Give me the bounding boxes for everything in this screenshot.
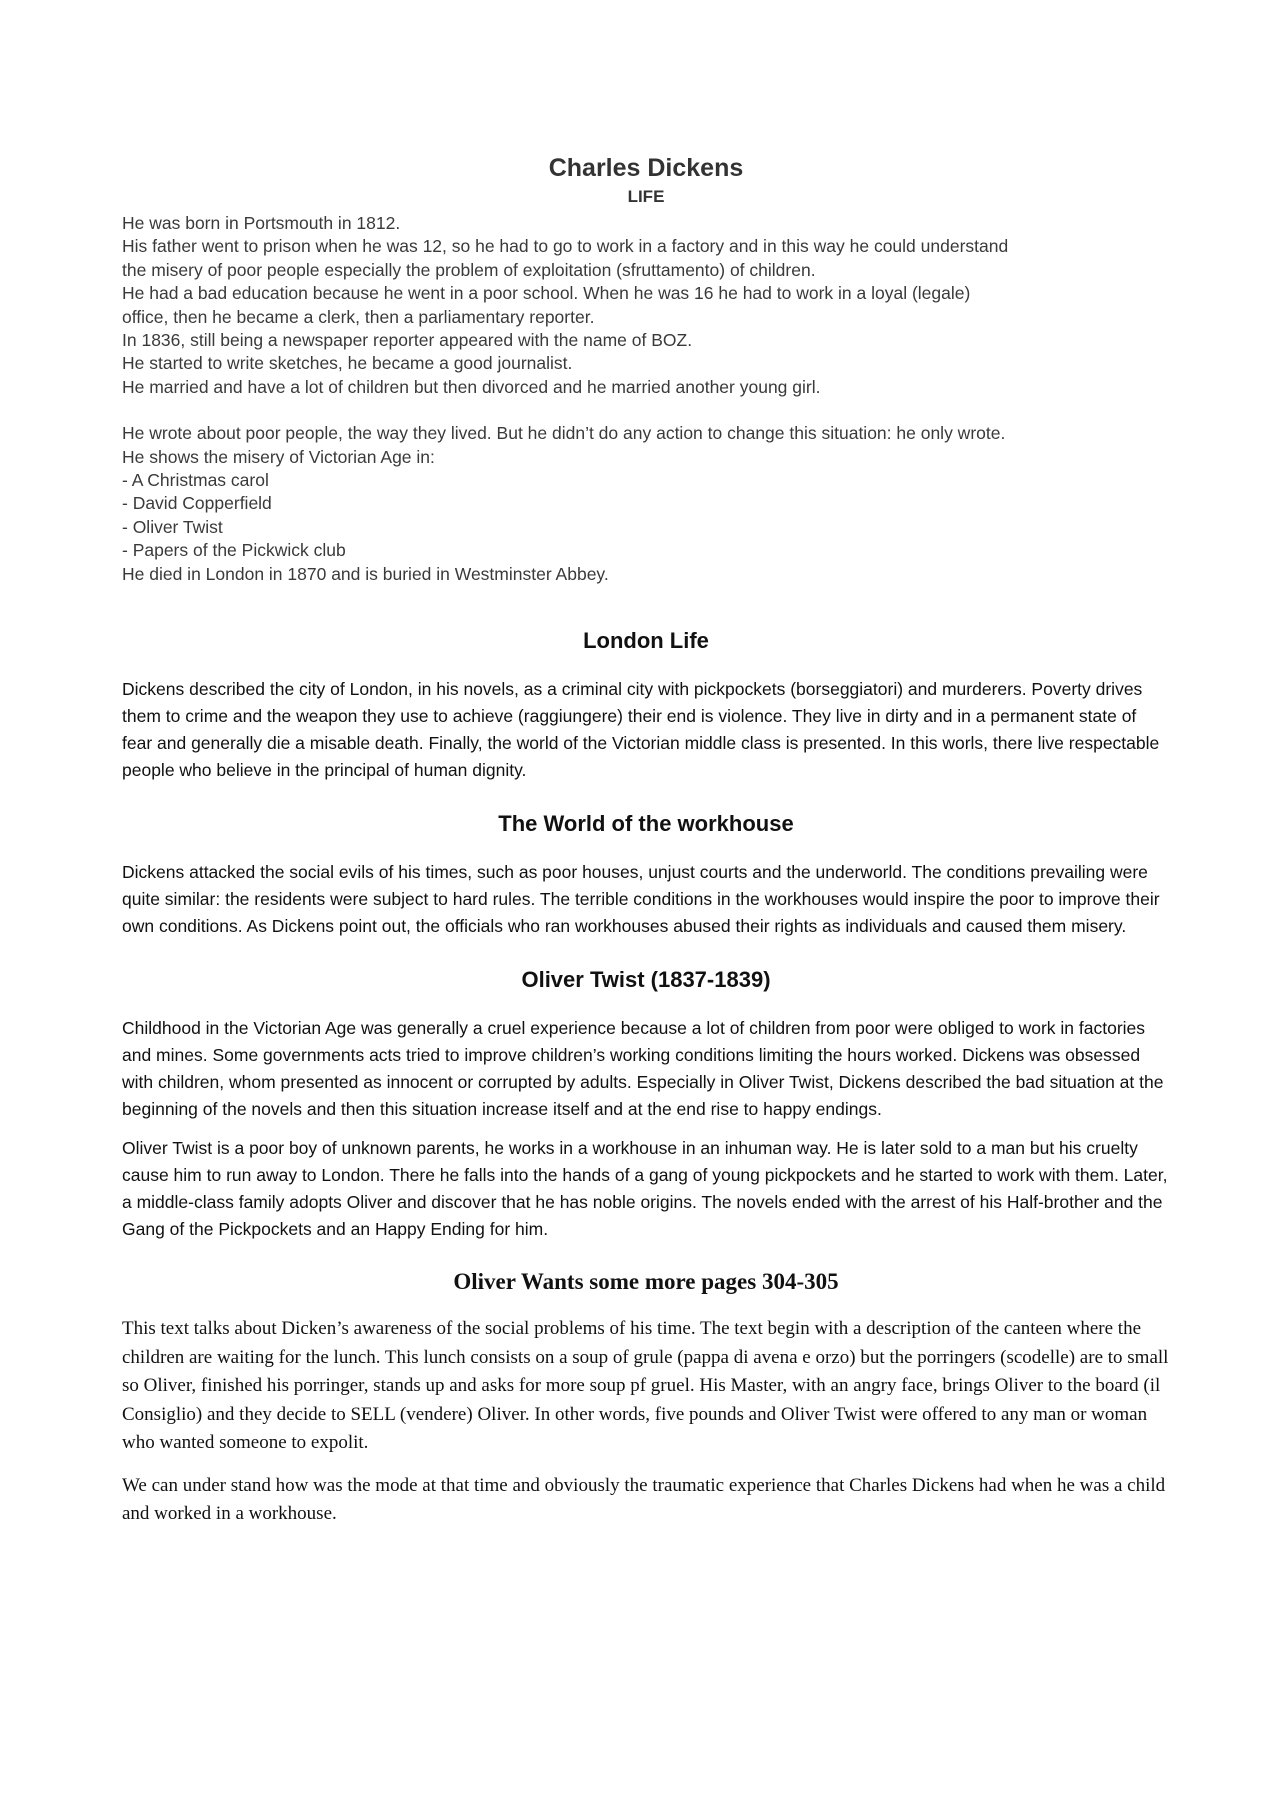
life-line: He started to write sketches, he became a good journalist.	[122, 353, 573, 374]
oliver-wants-more-paragraph-1: This text talks about Dicken’s awareness of the social problems of his time. The text begin with a description of the canteen where the children are waiting for the lunch. This lunch consists on a soup of grule (pappa di avena e orzo) but the porringers (scodelle) are to small so Oliver, finished his porringer, stands up and asks for more soup pf gruel. His Master, with an angry face, brings Oliver to the board (il Consiglio) and they decide to SELL (vendere) Oliver. In other words, five pounds and Oliver Twist were offered to any man or woman who wanted someone to expolit.	[122, 1318, 1169, 1454]
oliver-twist-paragraph-2: Oliver Twist is a poor boy of unknown parents, he works in a workhouse in an inhuman way. He is later sold to a man but his cruelty cause him to run away to London. There he falls into the hands of a gang of young pickpockets and he started to work with them. Later, a middle-class family adopts Oliver and discover that he has noble origins. The novels ended with the arrest of his Half-brother and the Gang of the Pickpockets and an Happy Ending for him.	[122, 1138, 1168, 1240]
life-subtitle: LIFE	[627, 187, 665, 206]
life-line: the misery of poor people especially the problem of exploitation (sfruttamento) of children.	[122, 259, 816, 280]
life-line: He was born in Portsmouth in 1812.	[122, 213, 401, 233]
document-page	[122, 150, 1170, 1529]
works-list-item: - David Copperfield	[122, 493, 272, 514]
document-title: Charles Dickens	[548, 154, 744, 182]
london-life-paragraph: Dickens described the city of London, in his novels, as a criminal city with pickpockets (borseggiatori) and murderers. Poverty drives them to crime and the weapon they use to achieve (raggiungere) their end is violence. They live in dirty and in a permanent state of fear and generally die a misable death. Finally, the world of the Victorian middle class is presented. In this worls, there live respectable people who believe in the principal of human dignity.	[122, 679, 1160, 781]
london-life-heading: London Life	[583, 628, 709, 654]
life-line: office, then he became a clerk, then a parliamentary reporter.	[122, 306, 595, 327]
workhouse-heading: The World of the workhouse	[498, 811, 794, 837]
life-line: He shows the misery of Victorian Age in:	[122, 446, 435, 467]
life-line: In 1836, still being a newspaper reporter appeared with the name of BOZ.	[122, 330, 693, 351]
workhouse-paragraph: Dickens attacked the social evils of his times, such as poor houses, unjust courts and the underworld. The conditions prevailing were quite similar: the residents were subject to hard rules. The terrible conditions in the workhouses would inspire the poor to improve their own conditions. As Dickens point out, the officials who ran workhouses abused their rights as individuals and caused them misery.	[122, 862, 1160, 937]
works-list-item: - Oliver Twist	[122, 516, 223, 537]
oliver-twist-heading: Oliver Twist (1837-1839)	[521, 967, 771, 993]
life-line: He wrote about poor people, the way they lived. But he didn’t do any action to change this situation: he only wrote.	[122, 423, 1006, 444]
oliver-wants-more-heading: Oliver Wants some more pages 304-305	[453, 1269, 839, 1295]
works-list-item: - Papers of the Pickwick club	[122, 540, 346, 561]
life-section	[122, 212, 1170, 586]
life-line: He married and have a lot of children but then divorced and he married another young girl.	[122, 376, 821, 397]
works-list-item: - A Christmas carol	[122, 470, 269, 491]
life-line: He had a bad education because he went in a poor school. When he was 16 he had to work in a loyal (legale)	[122, 283, 971, 304]
oliver-twist-paragraph-1: Childhood in the Victorian Age was generally a cruel experience because a lot of children from poor were obliged to work in factories and mines. Some governments acts tried to improve children’s working conditions limiting the hours worked. Dickens was obsessed with children, whom presented as innocent or corrupted by adults. Especially in Oliver Twist, Dickens described the bad situation at the beginning of the novels and then this situation increase itself and at the end rise to happy endings.	[122, 1018, 1164, 1120]
life-line: He died in London in 1870 and is buried in Westminster Abbey.	[122, 563, 609, 584]
oliver-wants-more-paragraph-2: We can under stand how was the mode at that time and obviously the traumatic experience that Charles Dickens had when he was a child and worked in a workhouse.	[122, 1474, 1166, 1525]
life-line: His father went to prison when he was 12, so he had to go to work in a factory and in this way he could understand	[122, 236, 1009, 257]
